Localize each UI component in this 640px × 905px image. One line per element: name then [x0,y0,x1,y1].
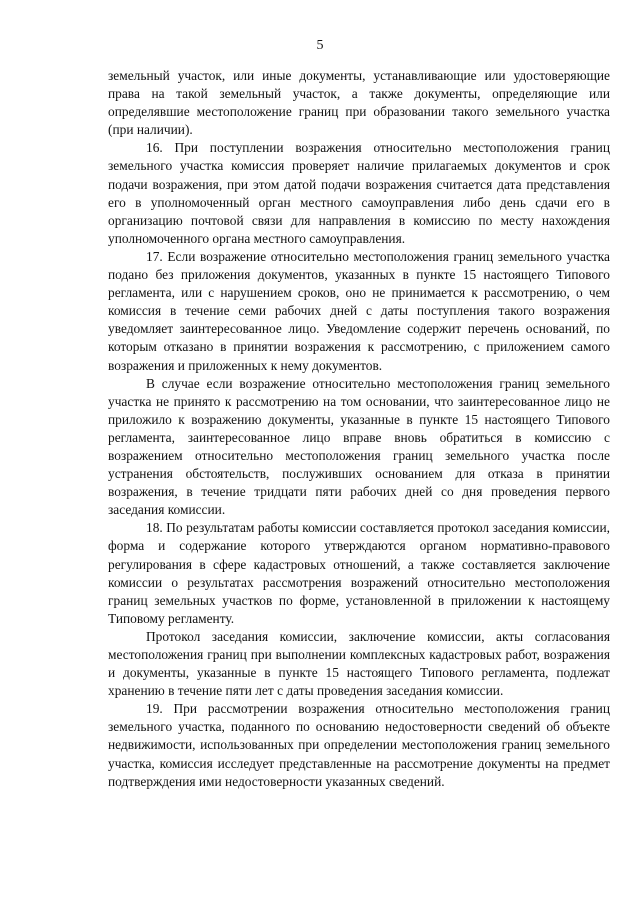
paragraph-item-18: 18. По результатам работы комиссии составляется протокол заседания комиссии, форма и содержание которого утверждаются органом нормативно-правового регулирования в сфере кадастровых отношений, а также составляется заключение комиссии о результатах рассмотрения возражений относительно местоположения границ земельных участков по форме, установленной в приложении к настоящему Типовому регламенту. [108,520,610,626]
page-number: 5 [316,38,324,53]
paragraph-item-19: 19. При рассмотрении возражения относительно местоположения границ земельного участка, поданного по основанию недостоверности сведений об объекте недвижимости, использованных при определении местоположения границ земельного участка, комиссия исследует представленные на рассмотрение документы на предмет подтверждения ими недостоверности указанных сведений. [108,701,610,789]
paragraph-item-16: 16. При поступлении возражения относительно местоположения границ земельного участка комиссия проверяет наличие прилагаемых документов и срок подачи возражения, при этом датой подачи возражения считается дата представления его в уполномоченный орган местного самоуправления либо день сдачи его в организацию почтовой связи для направления в комиссию по месту нахождения уполномоченного органа местного самоуправления. [108,140,610,246]
document-body [108,67,610,791]
paragraph-item-17-second: В случае если возражение относительно местоположения границ земельного участка не принято к рассмотрению на том основании, что заинтересованное лицо не приложило к возражению документы, указанные в пункте 15 настоящего Типового регламента, заинтересованное лицо вправе вновь обратиться в комиссию с возражением относительно местоположения границ земельного участка после устранения обстоятельств, послуживших основанием для отказа в принятии возражения, в течение тридцати пяти рабочих дней со дня проведения первого заседания комиссии. [108,375,610,518]
paragraph-item-18-second: Протокол заседания комиссии, заключение комиссии, акты согласования местоположения границ при выполнении комплексных кадастровых работ, возражения и документы, указанные в пункте 15 настоящего Типового регламента, подлежат хранению в течение пяти лет с даты проведения заседания комиссии. [108,628,610,699]
paragraph-continuation: земельный участок, или иные документы, устанавливающие или удостоверяющие права на такой земельный участок, а также документы, определяющие или определявшие местоположение границ при образовании такого земельного участка (при наличии). [108,68,610,138]
paragraph-item-17: 17. Если возражение относительно местоположения границ земельного участка подано без приложения документов, указанных в пункте 15 настоящего Типового регламента, или с нарушением сроков, оно не принимается к рассмотрению, о чем комиссия в течение семи рабочих дней с даты поступления такого возражения уведомляет заинтересованное лицо. Уведомление содержит перечень оснований, по которым отказано в принятии возражения к рассмотрению, с приложением самого возражения и приложенных к нему документов. [108,248,610,373]
